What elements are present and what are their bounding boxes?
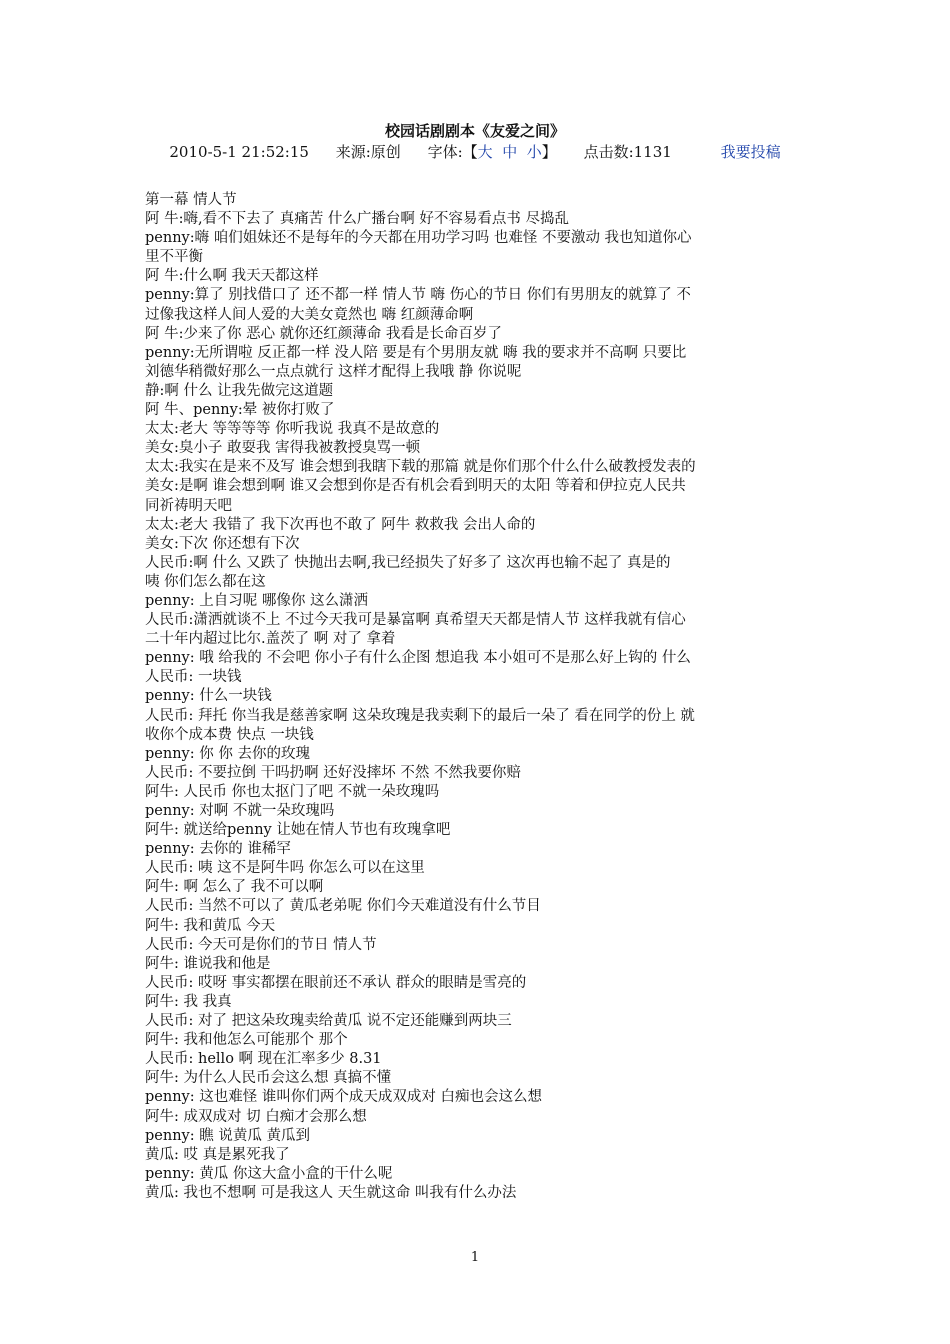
script-line: 太太:我实在是来不及写 谁会想到我瞎下载的那篇 就是你们那个什么什么破教授发表的 bbox=[145, 459, 696, 476]
script-line: 第一幕 情人节 bbox=[145, 192, 237, 208]
script-line: 阿 牛:少来了你 恶心 就你还红颜薄命 我看是长命百岁了 bbox=[145, 325, 502, 342]
submit-article-link[interactable]: 我要投稿 bbox=[720, 143, 781, 161]
script-line: 二十年内超过比尔.盖茨了 啊 对了 拿着 bbox=[145, 631, 396, 648]
article-meta bbox=[0, 142, 950, 162]
script-line: 阿牛: 人民币 你也太抠门了吧 不就一朵玫瑰吗 bbox=[145, 783, 440, 800]
script-line: 阿牛: 成双成对 切 白痴才会那么想 bbox=[145, 1108, 367, 1125]
script-line: 太太:老大 我错了 我下次再也不敢了 阿牛 救救我 会出人命的 bbox=[145, 516, 536, 533]
script-line: penny: 对啊 不就一朵玫瑰吗 bbox=[145, 803, 335, 819]
script-line: 人民币: 咦 这不是阿牛吗 你怎么可以在这里 bbox=[145, 860, 425, 877]
script-line: 刘德华稍微好那么一点点就行 这样才配得上我哦 静 你说呢 bbox=[145, 363, 522, 380]
script-line: 人民币:潇洒就谈不上 不过今天我可是暴富啊 真希望天天都是情人节 这样我就有信心 bbox=[145, 612, 686, 629]
source-label: 来源:原创 bbox=[335, 143, 401, 161]
script-line: penny:算了 别找借口了 还不都一样 情人节 嗨 伤心的节日 你们有男朋友的就算了 不 bbox=[145, 287, 691, 304]
script-line: 人民币: 哎呀 事实都摆在眼前还不承认 群众的眼睛是雪亮的 bbox=[145, 974, 527, 991]
script-line: penny: 哦 给我的 不会吧 你小子有什么企图 想追我 本小姐可不是那么好上钩的 什么 bbox=[145, 650, 691, 667]
script-line: penny:嗨 咱们姐妹还不是每年的今天都在用功学习吗 也难怪 不要激动 我也知道你心 bbox=[145, 230, 692, 247]
script-line: 人民币: 当然不可以了 黄瓜老弟呢 你们今天难道没有什么节目 bbox=[145, 898, 541, 915]
script-line: 人民币: 对了 把这朵玫瑰卖给黄瓜 说不定还能赚到两块三 bbox=[145, 1013, 512, 1030]
script-line: penny: 什么一块钱 bbox=[145, 688, 272, 705]
script-line: penny: 上自习呢 哪像你 这么潇洒 bbox=[145, 592, 368, 609]
script-line: 黄瓜: 哎 真是累死我了 bbox=[145, 1146, 290, 1163]
script-line: 人民币: 拜托 你当我是慈善家啊 这朵玫瑰是我卖剩下的最后一朵了 看在同学的份上 就 bbox=[145, 707, 695, 724]
script-line: 人民币: 一块钱 bbox=[145, 669, 242, 686]
script-line: 美女:臭小子 敢耍我 害得我被教授臭骂一顿 bbox=[145, 440, 421, 457]
script-line: 阿 牛:嗨,看不下去了 真痛苦 什么广播台啊 好不容易看点书 尽捣乱 bbox=[145, 211, 570, 228]
bracket-close: 】 bbox=[541, 143, 557, 161]
script-line: 美女:是啊 谁会想到啊 谁又会想到你是否有机会看到明天的太阳 等着和伊拉克人民共 bbox=[145, 478, 686, 495]
script-line: 同祈祷明天吧 bbox=[145, 497, 232, 514]
script-line: penny: 这也难怪 谁叫你们两个成天成双成对 白痴也会这么想 bbox=[145, 1089, 542, 1106]
script-line: 阿牛: 就送给penny 让她在情人节也有玫瑰拿吧 bbox=[145, 822, 451, 839]
script-line: 阿牛: 我 我真 bbox=[145, 993, 232, 1010]
script-line: penny:无所谓啦 反正都一样 没人陪 要是有个男朋友就 嗨 我的要求并不高啊 只要比 bbox=[145, 344, 687, 361]
script-line: 阿 牛、penny:晕 被你打败了 bbox=[145, 402, 335, 419]
script-line: 里不平衡 bbox=[145, 249, 203, 266]
script-line: 人民币: 不要拉倒 干吗扔啊 还好没摔坏 不然 不然我要你赔 bbox=[145, 764, 521, 781]
script-line: 人民币:啊 什么 又跌了 快抛出去啊,我已经损失了好多了 这次再也输不起了 真是的 bbox=[145, 554, 671, 571]
script-line: 阿牛: 我和黄瓜 今天 bbox=[145, 917, 276, 934]
script-line: 黄瓜: 我也不想啊 可是我这人 天生就这命 叫我有什么办法 bbox=[145, 1184, 517, 1201]
script-line: 静:啊 什么 让我先做完这道题 bbox=[145, 382, 334, 399]
script-line: 咦 你们怎么都在这 bbox=[145, 573, 266, 590]
script-line: 阿 牛:什么啊 我天天都这样 bbox=[145, 268, 319, 285]
script-line: 美女:下次 你还想有下次 bbox=[145, 535, 300, 552]
font-size-small-link[interactable]: 小 bbox=[526, 143, 542, 161]
page-number: 1 bbox=[470, 1250, 480, 1265]
font-size-label: 字体: bbox=[427, 143, 463, 161]
script-line: 太太:老大 等等等等 你听我说 我真不是故意的 bbox=[145, 421, 440, 438]
script-line: 阿牛: 为什么人民币会这么想 真搞不懂 bbox=[145, 1070, 392, 1087]
font-size-medium-link[interactable]: 中 bbox=[502, 143, 518, 161]
hit-count: 点击数:1131 bbox=[583, 143, 672, 161]
script-line: 过像我这样人间人爱的大美女竟然也 嗨 红颜薄命啊 bbox=[145, 306, 474, 323]
font-size-large-link[interactable]: 大 bbox=[477, 143, 493, 161]
script-line: penny: 你 你 去你的玫瑰 bbox=[145, 745, 310, 762]
script-line: 阿牛: 谁说我和他是 bbox=[145, 955, 271, 972]
script-line: 阿牛: 啊 怎么了 我不可以啊 bbox=[145, 879, 324, 896]
script-line: 收你个成本费 快点 一块钱 bbox=[145, 726, 314, 743]
script-body bbox=[145, 191, 797, 1203]
script-line: penny: 瞧 说黄瓜 黄瓜到 bbox=[145, 1127, 310, 1144]
page-title: 校园话剧剧本《友爱之间》 bbox=[384, 122, 565, 140]
publish-datetime: 2010-5-1 21:52:15 bbox=[169, 143, 309, 161]
script-line: 人民币: hello 啊 现在汇率多少 8.31 bbox=[145, 1051, 382, 1068]
script-line: penny: 去你的 谁稀罕 bbox=[145, 841, 291, 858]
script-line: 阿牛: 我和他怎么可能那个 那个 bbox=[145, 1032, 348, 1049]
script-line: 人民币: 今天可是你们的节日 情人节 bbox=[145, 936, 377, 953]
bracket-open: 【 bbox=[462, 143, 478, 161]
script-line: penny: 黄瓜 你这大盒小盒的干什么呢 bbox=[145, 1165, 393, 1182]
